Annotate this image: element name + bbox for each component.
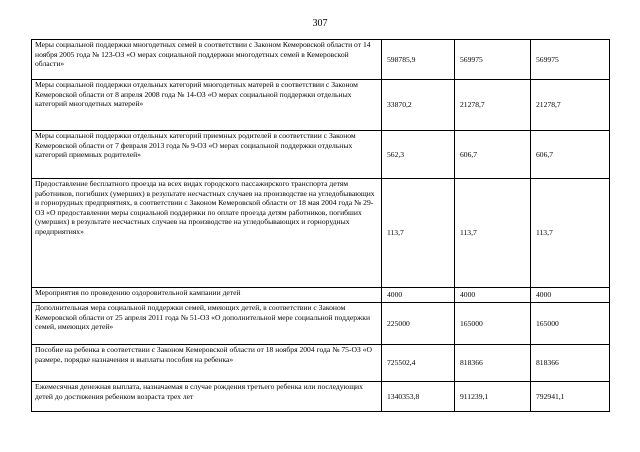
table-row — [32, 80, 610, 131]
row-description: Пособие на ребенка в соответствии с Законом Кемеровской области от 18 ноября 2004 года № 75-ОЗ «О размере, порядке назначения и выплаты пособия на ребенка» — [32, 345, 382, 382]
table-row — [32, 303, 610, 345]
value-cell: 4000 — [455, 288, 531, 303]
value-cell: 562,3 — [382, 131, 455, 179]
table-row — [32, 288, 610, 303]
row-description: Меры социальной поддержки многодетных семей в соответствии с Законом Кемеровской области от 14 ноября 2005 года № 123-ОЗ «О мерах социальной поддержки многодетных семей в Кемеровской области» — [32, 40, 382, 80]
value-cell: 113,7 — [382, 179, 455, 288]
value-cell: 818366 — [455, 345, 531, 382]
row-description: Ежемесячная денежная выплата, назначаемая в случае рождения третьего ребенка или последующих детей до достижения ребенком возраста трех лет — [32, 382, 382, 412]
value-cell: 21278,7 — [455, 80, 531, 131]
value-cell: 606,7 — [531, 131, 610, 179]
value-cell: 569975 — [455, 40, 531, 80]
row-description: Предоставление бесплатного проезда на всех видах городского пассажирского транспорта детям работников, погибших (умерших) в результате несчастных случаев на производстве на угледобывающих и горнорудных предприятиях, в соответствии с Законом Кемеровской области от 18 мая 2004 года № 29-ОЗ «О предоставлении меры социальной поддержки по оплате проезда детям работников, погибших (умерших) в результате несчастных случаев на производстве на угледобывающих и горнорудных предприятиях» — [32, 179, 382, 288]
value-cell: 4000 — [382, 288, 455, 303]
value-cell: 33870,2 — [382, 80, 455, 131]
value-cell: 1340353,8 — [382, 382, 455, 412]
table-row — [32, 40, 610, 80]
value-cell: 113,7 — [455, 179, 531, 288]
value-cell: 606,7 — [455, 131, 531, 179]
value-cell: 569975 — [531, 40, 610, 80]
value-cell: 165000 — [531, 303, 610, 345]
value-cell: 911239,1 — [455, 382, 531, 412]
value-cell: 725502,4 — [382, 345, 455, 382]
table-row — [32, 345, 610, 382]
value-cell: 4000 — [531, 288, 610, 303]
value-cell: 792941,1 — [531, 382, 610, 412]
row-description: Меры социальной поддержки отдельных категорий приемных родителей в соответствии с Законом Кемеровской области от 7 февраля 2013 года № 9-ОЗ «О мерах социальной поддержки отдельных категорий приемных родителей» — [32, 131, 382, 179]
value-cell: 818366 — [531, 345, 610, 382]
budget-table — [31, 39, 610, 412]
page-number: 307 — [312, 18, 328, 29]
row-description: Меры социальной поддержки отдельных категорий многодетных матерей в соответствии с Законом Кемеровской области от 8 апреля 2008 года № 14-ОЗ «О мерах социальной поддержки отдельных категорий многодетных матерей» — [32, 80, 382, 131]
row-description: Мероприятия по проведению оздоровительной кампании детей — [32, 288, 382, 303]
table-row — [32, 382, 610, 412]
value-cell: 225000 — [382, 303, 455, 345]
value-cell: 113,7 — [531, 179, 610, 288]
value-cell: 21278,7 — [531, 80, 610, 131]
value-cell: 165000 — [455, 303, 531, 345]
value-cell: 598785,9 — [382, 40, 455, 80]
row-description: Дополнительная мера социальной поддержки семей, имеющих детей, в соответствии с Законом Кемеровской области от 25 апреля 2011 года № 51-ОЗ «О дополнительной мере социальной поддержки семей, имеющих детей» — [32, 303, 382, 345]
table-row — [32, 131, 610, 179]
table-row — [32, 179, 610, 288]
